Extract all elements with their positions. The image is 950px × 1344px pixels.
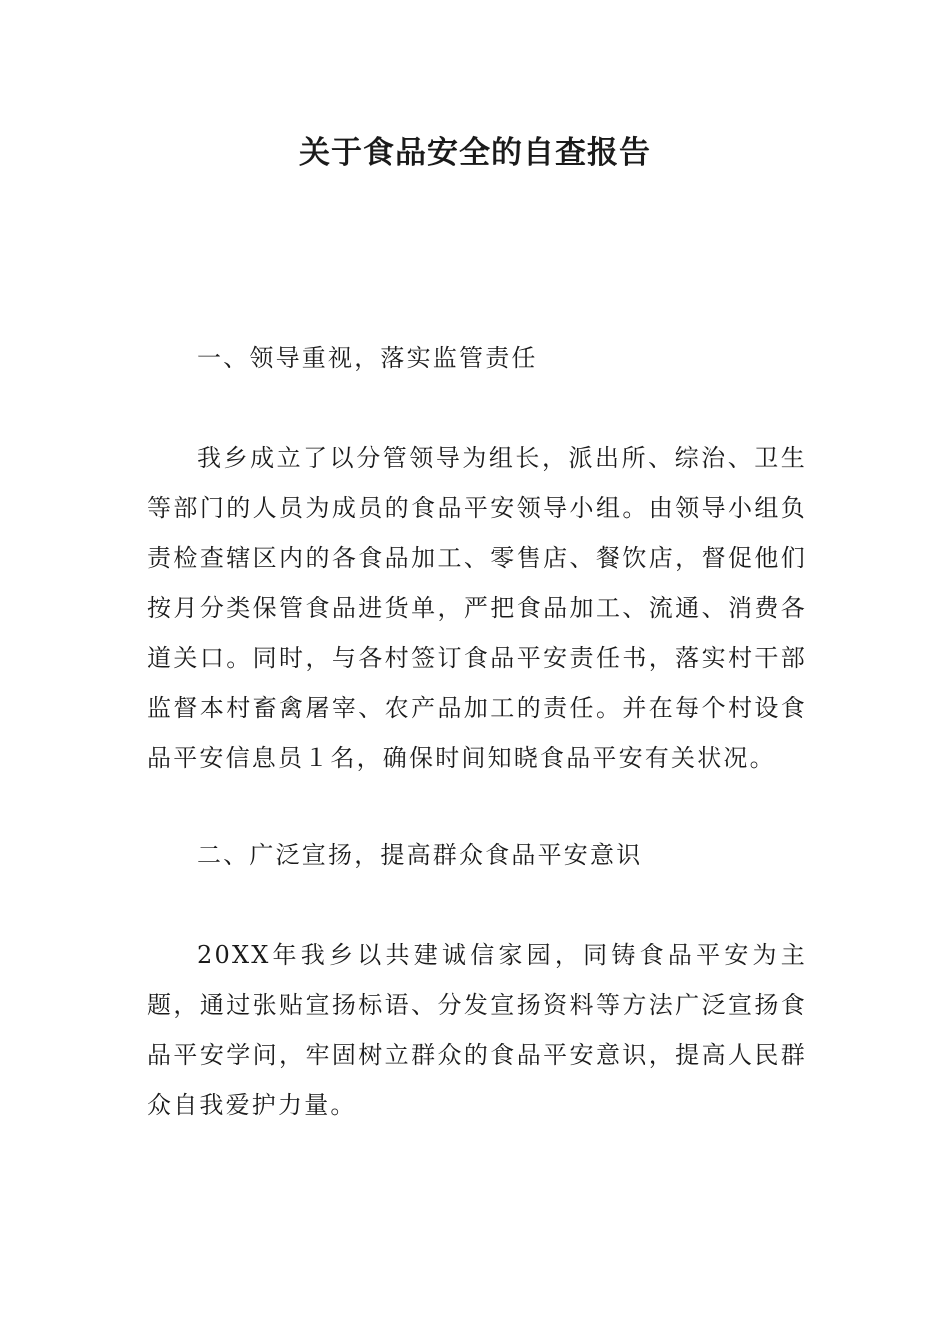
section-heading-2: 二、广泛宣扬，提高群众食品平安意识 [197, 841, 643, 869]
section-heading-1: 一、领导重视，落实监管责任 [197, 344, 538, 372]
section-body-1: 我乡成立了以分管领导为组长，派出所、综治、卫生等部门的人员为成员的食品平安领导小组。由领导小组负责检查辖区内的各食品加工、零售店、餐饮店，督促他们按月分类保管食品进货单，严把食品加工、流通、消费各道关口。同时，与各村签订食品平安责任书，落实村干部监督本村畜禽屠宰、农产品加工的责任。并在每个村设食品平安信息员１名，确保时间知晓食品平安有关状况。 [147, 444, 807, 772]
document-title: 关于食品安全的自查报告 [299, 135, 651, 171]
section-body-2: 20XX年我乡以共建诚信家园，同铸食品平安为主题，通过张贴宣扬标语、分发宣扬资料等方法广泛宣扬食品平安学问，牢固树立群众的食品平安意识，提高人民群众自我爱护力量。 [147, 941, 807, 1119]
